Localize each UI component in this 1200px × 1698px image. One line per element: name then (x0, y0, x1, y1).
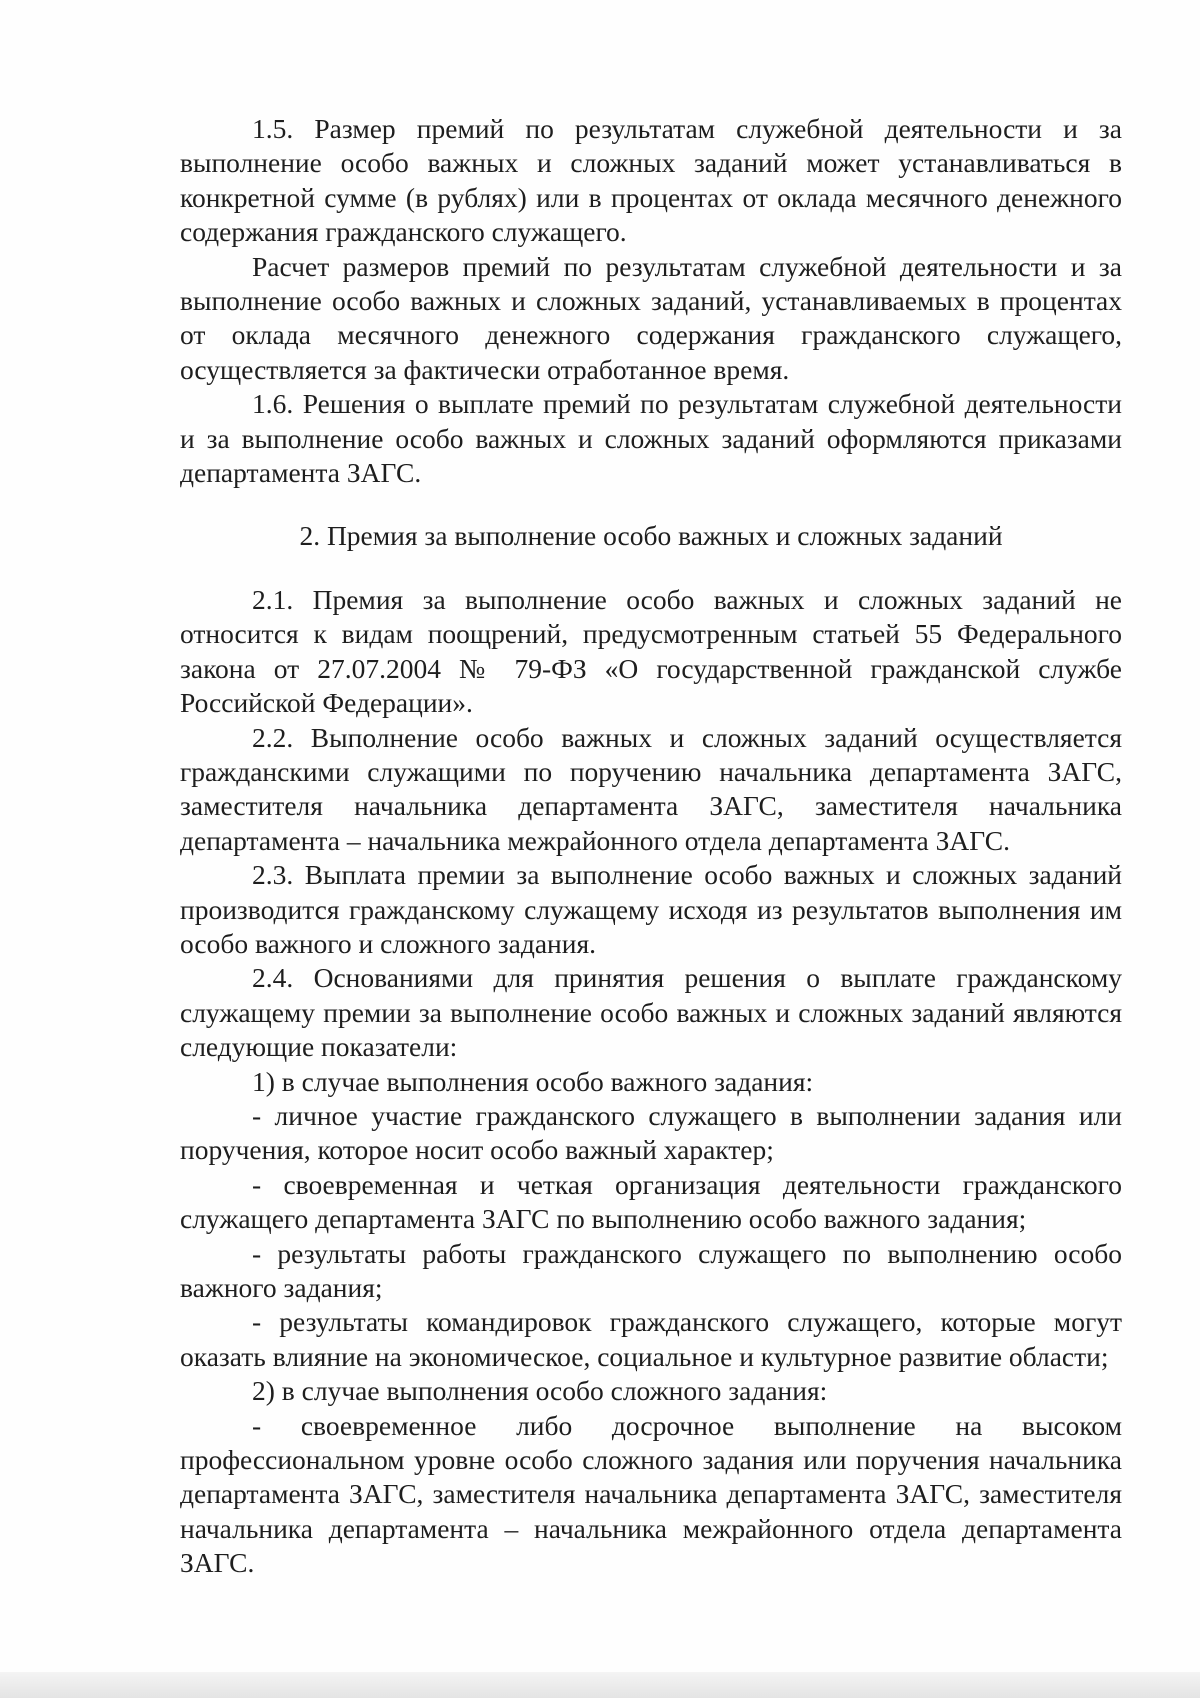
paragraph-2-1: 2.1. Премия за выполнение особо важных и сложных заданий не относится к видам поощрений, предусмотренным статьей 55 Федерального закона от 27.07.2004 № 79-ФЗ «О государственной гражданской службе Российской Федерации». (180, 583, 1122, 719)
paragraph-calculation: Расчет размеров премий по результатам служебной деятельности и за выполнение особо важных и сложных заданий, устанавливаемых в процентах от оклада месячного денежного содержания гражданского служащего, осуществляется за фактически отработанное время. (180, 250, 1122, 385)
paragraph-2-4: 2.4. Основаниями для принятия решения о выплате гражданскому служащему премии за выполнение особо важных и сложных заданий являются следующие показатели: (180, 962, 1122, 1063)
paragraph-2-2: 2.2. Выполнение особо важных и сложных заданий осуществляется гражданскими служащими по поручению начальника департамента ЗАГС, заместителя начальника департамента ЗАГС, заместителя начальника департамента – начальника межрайонного отдела департамента ЗАГС. (180, 721, 1122, 856)
list-heading-complex-task: 2) в случае выполнения особо сложного задания: (252, 1375, 828, 1407)
section-2-heading: 2. Премия за выполнение особо важных и сложных заданий (299, 520, 1003, 552)
list-item: - своевременная и четкая организация деятельности гражданского служащего департамента ЗАГС по выполнению особо важного задания; (180, 1168, 1122, 1235)
document-body (180, 112, 1122, 1581)
paragraph-2-3: 2.3. Выплата премии за выполнение особо важных и сложных заданий производится гражданскому служащему исходя из результатов выполнения им особо важного и сложного задания. (180, 859, 1122, 959)
list-item: - личное участие гражданского служащего в выполнении задания или поручения, которое носит особо важный характер; (180, 1099, 1122, 1166)
paragraph-1-5: 1.5. Размер премий по результатам служебной деятельности и за выполнение особо важных и сложных заданий может устанавливаться в конкретной сумме (в рублях) или в процентах от оклада месячного денежного содержания гражданского служащего. (180, 113, 1122, 248)
scan-bottom-edge (0, 1672, 1200, 1698)
paragraph-1-6: 1.6. Решения о выплате премий по результатам служебной деятельности и за выполнение особо важных и сложных заданий оформляются приказами департамента ЗАГС. (180, 388, 1122, 489)
list-item: - результаты работы гражданского служащего по выполнению особо важного задания; (180, 1237, 1122, 1303)
list-item: - результаты командировок гражданского служащего, которые могут оказать влияние на экономическое, социальное и культурное развитие области; (180, 1306, 1122, 1372)
list-heading-important-task: 1) в случае выполнения особо важного задания: (252, 1065, 814, 1097)
list-item: - своевременное либо досрочное выполнение на высоком профессиональном уровне особо сложного задания или поручения начальника департамента ЗАГС, заместителя начальника департамента ЗАГС, заместителя начальника департамента – начальника межрайонного отдела департамента ЗАГС. (180, 1409, 1122, 1579)
